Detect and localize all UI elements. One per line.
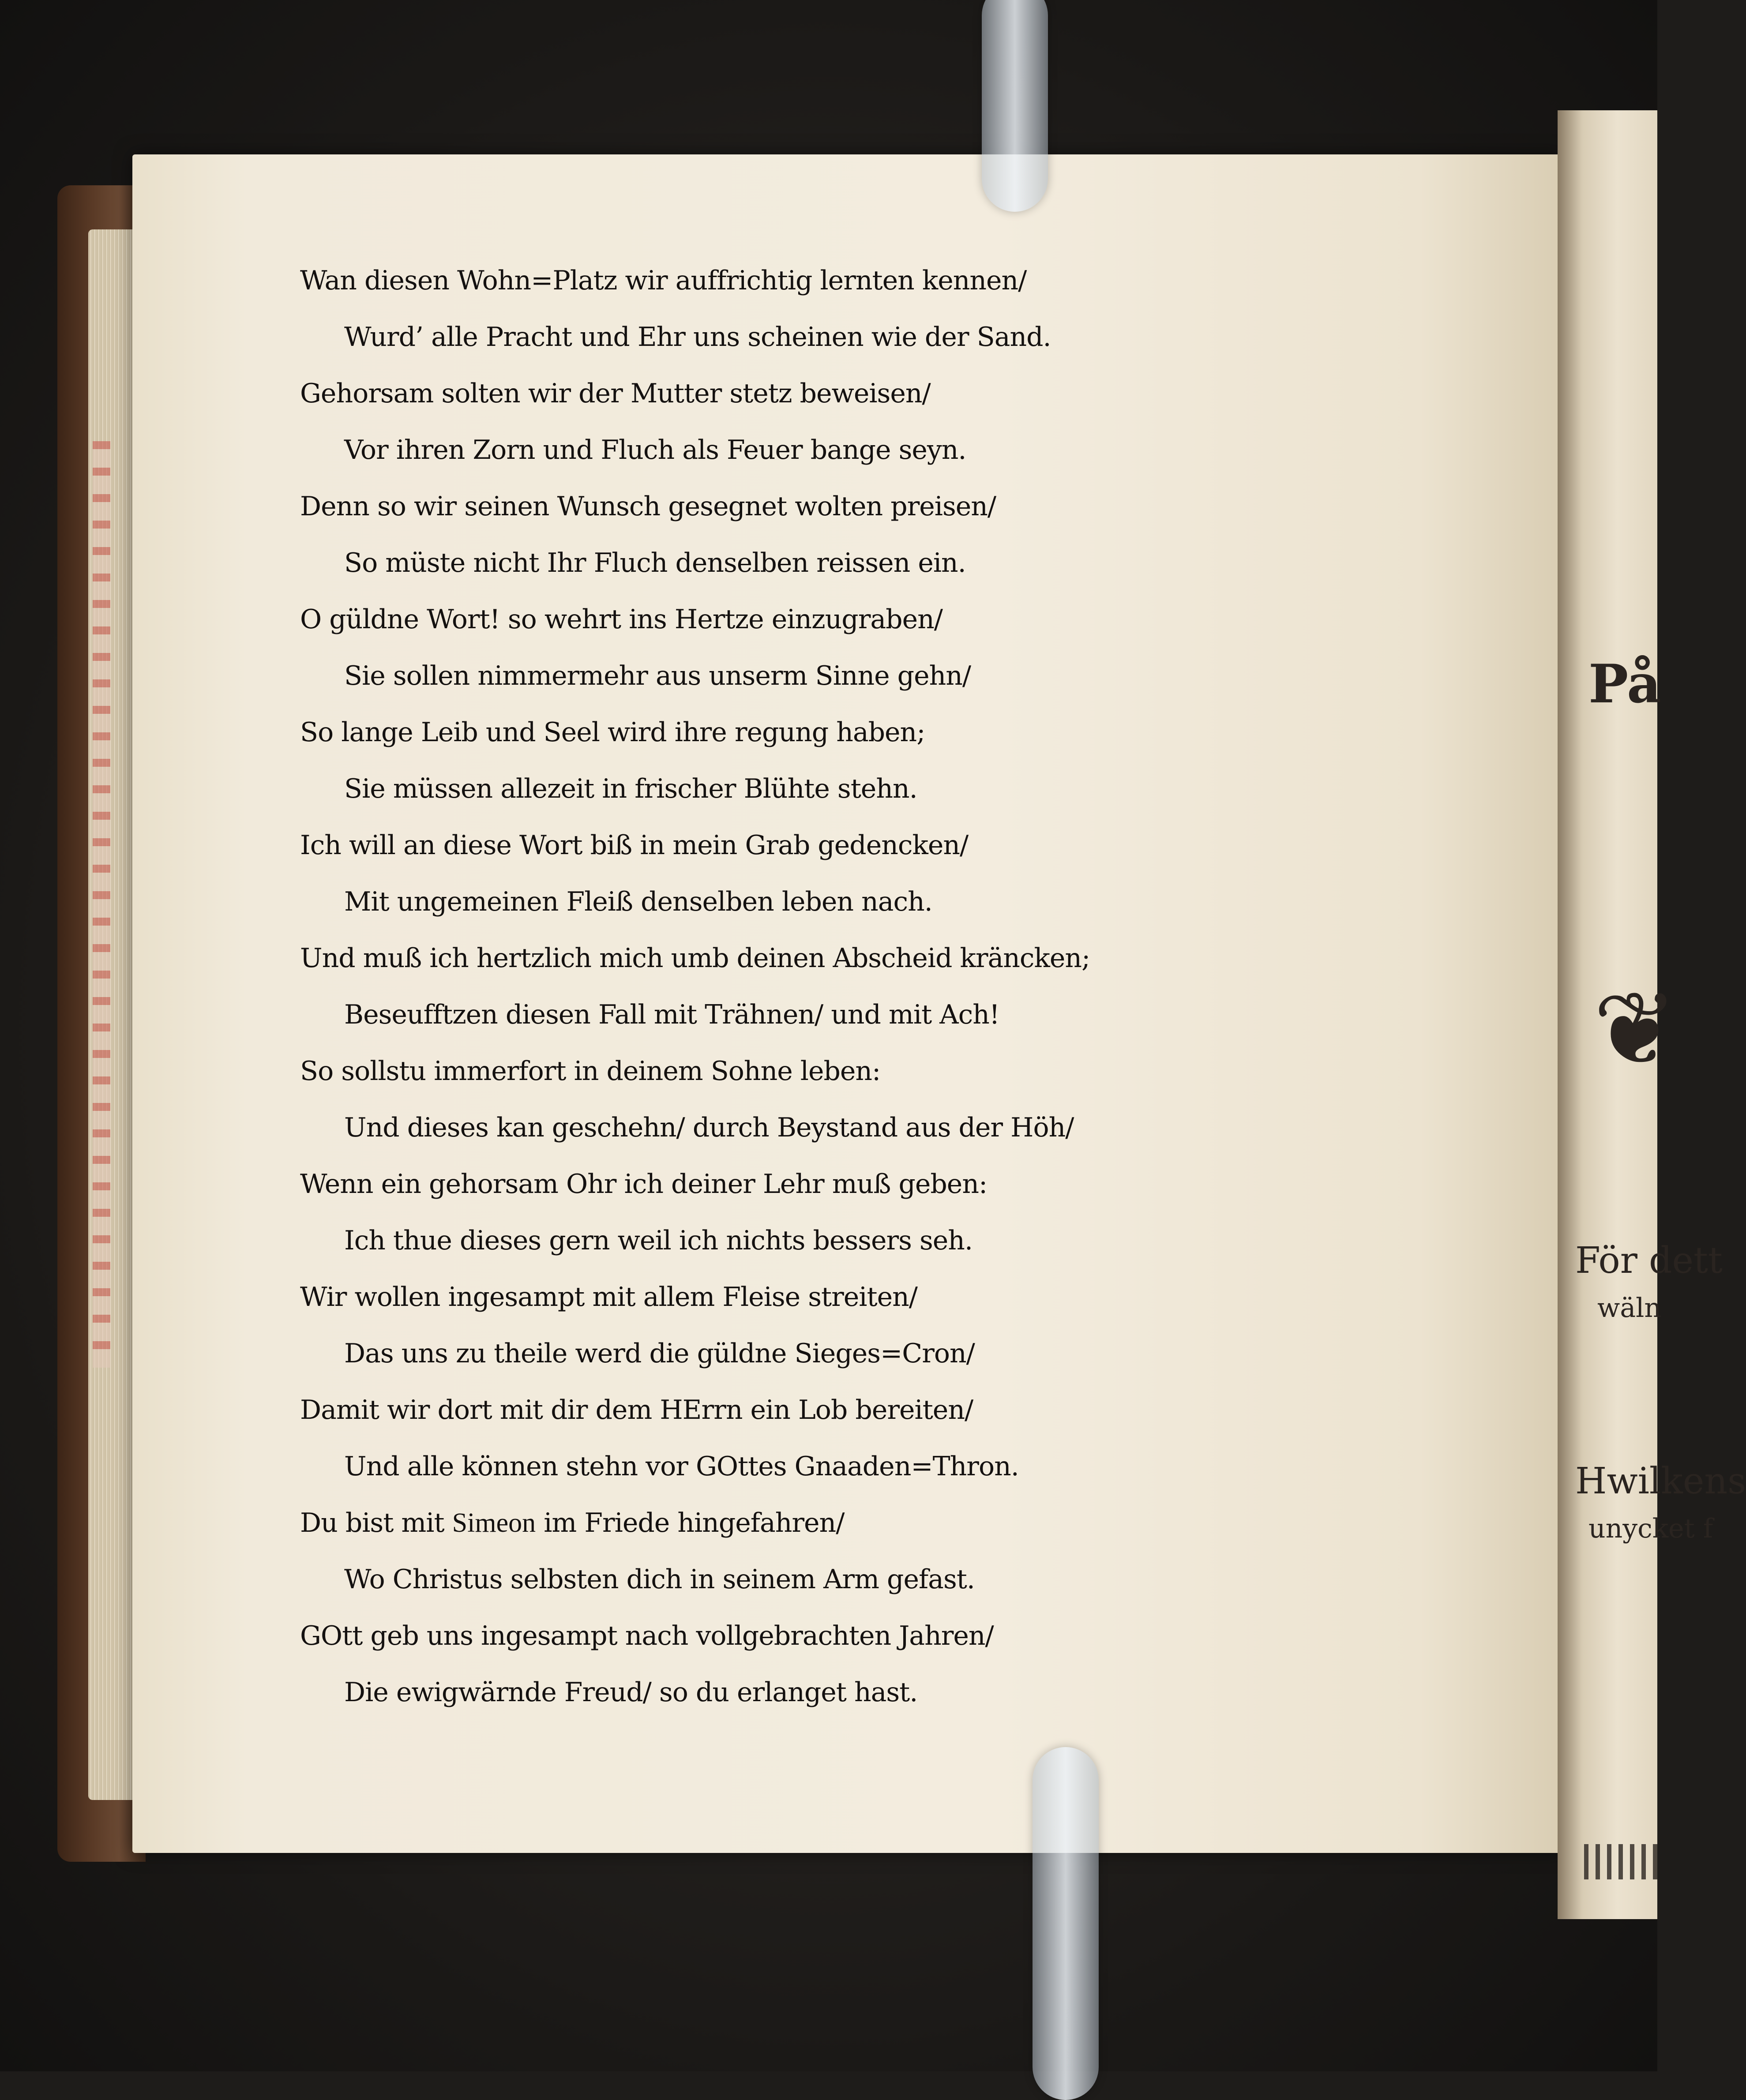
verse-text: im Friede hingefahren/ xyxy=(536,1508,845,1538)
verse-line: Wir wollen ingesampt mit allem Fleise streiten/ xyxy=(300,1282,917,1312)
verse-line: Und muß ich hertzlich mich umb deinen Abscheid kräncken; xyxy=(300,943,1090,974)
right-facing-page xyxy=(1558,110,1746,1919)
right-page-text-fragment: Hwilkens xyxy=(1575,1460,1746,1502)
verse-line: Vor ihren Zorn und Fluch als Feuer bange seyn. xyxy=(344,435,966,465)
red-page-edge-marks xyxy=(93,441,110,1368)
verse-line: So lange Leib und Seel wird ihre regung haben; xyxy=(300,717,925,748)
verse-line: Gehorsam solten wir der Mutter stetz beweisen/ xyxy=(300,378,931,409)
verse-line: Wan diesen Wohn=Platz wir auffrichtig lernten kennen/ xyxy=(300,265,1027,296)
verse-line: Wurd’ alle Pracht und Ehr uns scheinen wie der Sand. xyxy=(344,322,1051,352)
verse-line: GOtt geb uns ingesampt nach vollgebrachten Jahren/ xyxy=(300,1620,994,1651)
verse-line: Beseufftzen diesen Fall mit Trähnen/ und mit Ach! xyxy=(344,999,999,1030)
verse-line: Wo Christus selbsten dich in seinem Arm gefast. xyxy=(344,1564,975,1595)
verse-line: Ich thue dieses gern weil ich nichts bessers seh. xyxy=(344,1225,973,1256)
verse-line: So müste nicht Ihr Fluch denselben reissen ein. xyxy=(344,548,966,578)
ornament-border-row xyxy=(1584,1844,1663,1879)
poem-text-block xyxy=(300,252,1518,1721)
verse-line: Das uns zu theile werd die güldne Sieges=Cron/ xyxy=(344,1338,975,1369)
verse-line: Denn so wir seinen Wunsch gesegnet wolten preisen/ xyxy=(300,491,996,522)
verse-line: Damit wir dort mit dir dem HErrn ein Lob bereiten/ xyxy=(300,1395,973,1425)
personal-name-antiqua: Simeon xyxy=(452,1508,536,1538)
verse-line: Mit ungemeinen Fleiß denselben leben nach. xyxy=(344,886,932,917)
verse-line: Sie sollen nimmermehr aus unserm Sinne gehn/ xyxy=(344,660,971,691)
right-page-heading-fragment: På xyxy=(1588,653,1661,715)
verse-line: Wenn ein gehorsam Ohr ich deiner Lehr muß geben: xyxy=(300,1169,988,1200)
verse-line: Und alle können stehn vor GOttes Gnaaden=Thron. xyxy=(344,1451,1019,1482)
verse-line: Und dieses kan geschehn/ durch Beystand aus der Höh/ xyxy=(344,1112,1074,1143)
right-page-text-fragment: unycket f xyxy=(1588,1513,1713,1544)
verse-line: O güldne Wort! so wehrt ins Hertze einzugraben/ xyxy=(300,604,942,635)
verse-line: So sollstu immerfort in deinem Sohne leben: xyxy=(300,1056,881,1087)
verse-line: Die ewigwärnde Freud/ so du erlanget hast. xyxy=(344,1677,918,1708)
page-holder-clip-top xyxy=(982,0,1048,212)
verse-line: Ich will an diese Wort biß in mein Grab gedencken/ xyxy=(300,830,969,861)
verse-line xyxy=(300,1495,1518,1551)
decorated-initial-ornament-icon: ❦ xyxy=(1593,971,1678,1088)
verse-text: Du bist mit xyxy=(300,1508,452,1538)
page-holder-clip-bottom xyxy=(1033,1747,1099,2100)
verse-line: Sie müssen allezeit in frischer Blühte stehn. xyxy=(344,773,917,804)
right-page-text-fragment: För dett xyxy=(1575,1240,1723,1282)
right-page-text-fragment: wäln xyxy=(1597,1293,1661,1324)
